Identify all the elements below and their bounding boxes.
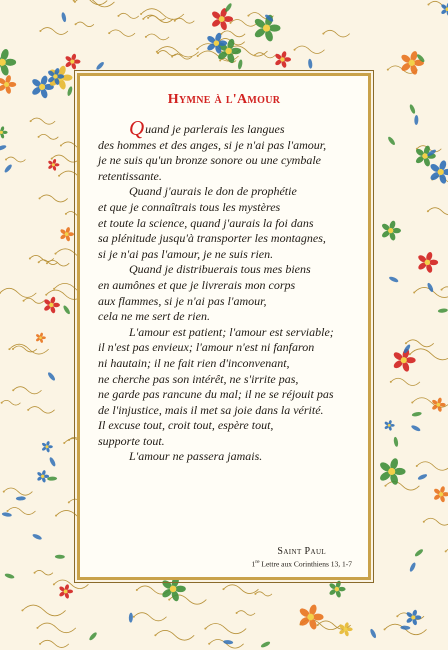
vine-swirl (0, 288, 36, 297)
flower-petal (218, 40, 227, 46)
vine-swirl (255, 592, 272, 596)
flower-petal (439, 403, 445, 407)
gold-dot (46, 262, 48, 264)
gold-dot (23, 300, 25, 302)
flower-petal (41, 336, 46, 339)
flower-center (436, 403, 440, 407)
poem-line: cela ne me sert de rien. (98, 309, 210, 324)
flower-petal (346, 627, 352, 631)
signature (251, 546, 352, 569)
gold-dot (65, 213, 67, 215)
flower-center (388, 228, 393, 233)
gold-dot (427, 210, 429, 212)
poem-line: retentissante. (98, 168, 162, 183)
gold-dot (27, 409, 29, 411)
gold-dot (387, 69, 389, 71)
gold-dot (236, 612, 238, 614)
gold-dot (196, 48, 198, 50)
poem-text (98, 116, 360, 465)
leaf (409, 562, 417, 573)
vine-swirl (146, 34, 169, 40)
gold-dot (36, 627, 38, 629)
gold-dot (384, 485, 386, 487)
gold-dot (8, 348, 10, 350)
vine-swirl (109, 30, 135, 36)
leaf (62, 305, 71, 316)
leaf (223, 640, 233, 645)
flower-center (263, 24, 270, 31)
flower-petal (74, 60, 81, 64)
vine-swirl (7, 508, 35, 515)
flower-petal (223, 16, 233, 22)
gold-dot (3, 491, 5, 493)
flower-center (39, 84, 45, 90)
flower-petal (57, 74, 64, 78)
leaf (48, 456, 56, 467)
poem-line: Quand j'aurais le don de prophétie (129, 184, 297, 199)
vine-swirl (205, 623, 246, 633)
poem-line: des hommes et des anges, si je n'ai pas l'amour, (98, 137, 327, 152)
flower-petal (44, 475, 50, 478)
leaf (4, 573, 15, 580)
poem-line: Il excuse tout, croit tout, espère tout, (98, 418, 274, 433)
author-name: Saint Paul (277, 546, 327, 557)
gold-dot (5, 158, 7, 160)
leaf (414, 548, 424, 557)
leaf (411, 411, 422, 417)
gold-dot (39, 197, 41, 199)
poem-line: L'amour est patient; l'amour est serviable; (129, 324, 334, 339)
vine-swirl (223, 585, 258, 594)
flower-center (335, 587, 339, 591)
flower-center (422, 153, 428, 159)
flower-center (53, 74, 57, 78)
leaf (61, 12, 67, 23)
vine-swirl (424, 518, 448, 525)
first-line-text: uand je parlerais les langues (145, 122, 285, 136)
gold-dot (157, 52, 159, 54)
vine-swirl (13, 346, 37, 352)
gold-dot (208, 643, 210, 645)
gold-dot (147, 17, 149, 19)
vine-swirl (24, 298, 44, 303)
flower-center (388, 424, 391, 427)
gold-dot (136, 589, 138, 591)
vine-swirl (35, 570, 53, 575)
gold-dot (108, 32, 110, 34)
flower-center (52, 163, 55, 166)
gold-dot (38, 136, 40, 138)
leaf (414, 115, 418, 125)
vine-swirl (28, 407, 54, 414)
gold-dot (441, 289, 443, 291)
gold-dot (29, 257, 31, 259)
vine-swirl (175, 18, 195, 23)
gold-dot (39, 643, 41, 645)
poem-line: ni hautain; il ne fait rien d'inconvenant, (98, 355, 290, 370)
vine-swirl (40, 640, 69, 647)
gold-dot (74, 1, 76, 3)
drop-cap: Q (129, 116, 145, 140)
gold-dot (317, 624, 319, 626)
vine-swirl (9, 344, 48, 354)
flower-center (45, 445, 48, 448)
flower-petal (414, 615, 421, 619)
gold-dot (55, 515, 57, 517)
scripture-reference (251, 559, 352, 569)
gold-dot (445, 550, 447, 552)
vine-swirl (157, 47, 199, 57)
vine-swirl (158, 51, 178, 56)
gold-dot (12, 389, 14, 391)
flower-petal (8, 82, 16, 87)
leaf (237, 59, 243, 70)
flower-center (214, 40, 220, 46)
gold-dot (222, 588, 224, 590)
gold-dot (34, 572, 36, 574)
vine-swirl (155, 630, 194, 640)
flower-center (280, 57, 284, 61)
poem-line (98, 116, 360, 140)
leaf (2, 512, 12, 517)
gold-dot (140, 13, 142, 15)
leaf (260, 640, 271, 648)
gold-dot (12, 348, 14, 350)
flower-petal (2, 131, 7, 134)
gold-dot (75, 23, 77, 25)
flower-center (411, 615, 415, 619)
flower-center (438, 169, 444, 175)
leaf (16, 496, 26, 500)
gold-dot (229, 22, 231, 24)
poem-line: supporte tout. (98, 433, 165, 448)
gold-dot (416, 465, 418, 467)
leaf (417, 473, 428, 481)
flower-center (425, 260, 431, 266)
ref-superscript: re (255, 559, 260, 565)
gold-dot (254, 54, 256, 56)
gold-dot (247, 15, 249, 17)
flower-petal (230, 48, 241, 54)
gold-dot (390, 381, 392, 383)
leaf (55, 555, 65, 559)
gold-dot (219, 60, 221, 62)
vine-swirl (13, 387, 41, 394)
leaf (409, 104, 417, 115)
vine-swirl (428, 208, 448, 215)
ref-text: Lettre aux Corinthiens 13, 1-7 (259, 559, 352, 569)
leaf (224, 2, 233, 13)
vine-swirl (295, 46, 325, 53)
vine-swirl (6, 157, 25, 162)
flower-center (439, 492, 443, 496)
flower-center (70, 60, 74, 64)
gold-dot (21, 609, 23, 611)
vine-swirl (410, 349, 448, 360)
flower-petal (54, 163, 59, 166)
gold-dot (68, 501, 70, 503)
gold-dot (142, 18, 144, 20)
gold-dot (411, 402, 413, 404)
flower-center (65, 232, 69, 236)
gold-dot (51, 158, 53, 160)
poem-line: il n'est pas envieux; l'amour n'est ni fanfaron (98, 340, 315, 355)
leaf (0, 144, 7, 151)
vine-swirl (237, 611, 256, 616)
leaf (438, 308, 448, 313)
flower-petal (67, 590, 73, 594)
leaf (88, 631, 98, 641)
flower-center (39, 336, 42, 339)
poem-line: de l'injustice, mais il met sa joie dans la vérité. (98, 402, 324, 417)
flower-petal (392, 228, 401, 233)
vine-swirl (2, 400, 21, 405)
gold-dot (204, 628, 206, 630)
leaf (67, 86, 74, 97)
flower-center (219, 16, 225, 22)
vine-swirl (417, 462, 448, 470)
gold-dot (39, 30, 41, 32)
gold-dot (45, 294, 47, 296)
leaf (369, 628, 377, 639)
poem-line: Quand je distribuerais tous mes biens (129, 262, 311, 277)
vine-swirl (37, 623, 75, 633)
gold-dot (133, 616, 135, 618)
gold-dot (409, 353, 411, 355)
flower-center (41, 475, 44, 478)
gold-dot (145, 36, 147, 38)
gold-dot (6, 510, 8, 512)
leaf (308, 59, 313, 69)
gold-dot (427, 4, 429, 6)
flower-center (307, 614, 314, 621)
vine-swirl (118, 13, 138, 18)
poem-line: ne garde pas rancune du mal; il ne se réjouit pas (98, 387, 334, 402)
poem-line: en aumônes et que je livrerais mon corps (98, 277, 296, 292)
gold-dot (53, 288, 55, 290)
vine-swirl (134, 613, 167, 621)
vine-swirl (40, 195, 68, 202)
flower-center (401, 357, 407, 363)
gold-dot (117, 15, 119, 17)
flower-center (225, 48, 231, 54)
flower-petal (405, 357, 415, 363)
flower-center (170, 586, 177, 593)
text-panel (77, 73, 371, 580)
leaf (95, 61, 105, 71)
flower-petal (269, 24, 281, 31)
vine-swirl (31, 118, 56, 124)
leaf (3, 163, 13, 173)
gold-dot (413, 291, 415, 293)
gold-dot (294, 49, 296, 51)
flower-center (49, 303, 53, 307)
gold-dot (423, 521, 425, 523)
vine-swirl (39, 134, 59, 139)
flower-petal (48, 445, 53, 448)
flower-center (4, 82, 9, 87)
poem-line: si je n'ai pas l'amour, je ne suis rien. (98, 246, 274, 261)
page-title: Hymne à l'Amour (167, 92, 281, 107)
flower-petal (429, 260, 438, 266)
gold-dot (154, 634, 156, 636)
leaf (47, 371, 56, 381)
flower-petal (394, 468, 406, 475)
gold-dot (405, 342, 407, 344)
vine-swirl (74, 0, 107, 5)
poem-line: ne cherche pas son intérêt, ne s'irrite pas, (98, 371, 299, 386)
flower-petal (390, 424, 395, 427)
gold-dot (63, 442, 65, 444)
leaf (388, 276, 399, 284)
flower-center (64, 590, 68, 594)
vine-swirl (54, 580, 89, 589)
poem-line: et que je connaîtrais tous les mystères (98, 199, 281, 214)
gold-dot (396, 615, 398, 617)
poem-line: aux flammes, si je n'ai pas l'amour, (98, 293, 267, 308)
poem-line: je ne suis qu'un bronze sonore ou une cymbale (98, 153, 321, 168)
gold-dot (197, 55, 199, 57)
ref-number: 1 (251, 559, 256, 569)
leaf (393, 437, 399, 448)
gold-dot (254, 593, 256, 595)
gold-dot (1, 402, 3, 404)
gold-dot (53, 583, 55, 585)
flower-petal (284, 57, 291, 61)
flower-center (344, 627, 348, 631)
gold-dot (54, 253, 56, 255)
gold-dot (30, 120, 32, 122)
vine-swirl (4, 488, 33, 495)
leaf (387, 136, 396, 146)
poem-line: sa plénitude jusqu'à transporter les montagnes, (98, 231, 326, 246)
leaf (129, 613, 133, 623)
flower-petal (338, 587, 345, 591)
vine-swirl (385, 482, 419, 490)
flower-petal (175, 586, 186, 593)
gold-dot (168, 599, 170, 601)
flower-petal (68, 232, 74, 236)
vine-swirl (230, 20, 257, 27)
gold-dot (384, 628, 386, 630)
flower-petal (53, 303, 60, 307)
poem-line: et toute la science, quand j'aurais la foi dans (98, 215, 314, 230)
flower-petal (313, 614, 324, 621)
vine-swirl (76, 22, 94, 27)
gold-dot (58, 175, 60, 177)
gold-dot (322, 33, 324, 35)
vine-swirl (40, 28, 68, 35)
flower-center (409, 60, 415, 66)
vine-swirl (323, 30, 349, 37)
poem-line: L'amour ne passera jamais. (129, 449, 263, 464)
vine-swirl (391, 378, 420, 385)
vine-swirl (22, 605, 65, 616)
flower-center (388, 468, 395, 475)
vine-swirl (221, 31, 245, 37)
gold-dot (174, 20, 176, 22)
leaf (32, 533, 43, 541)
vine-swirl (30, 255, 54, 261)
gold-dot (60, 145, 62, 147)
flower-petal (4, 59, 16, 66)
leaf (410, 424, 421, 432)
gold-dot (38, 261, 40, 263)
